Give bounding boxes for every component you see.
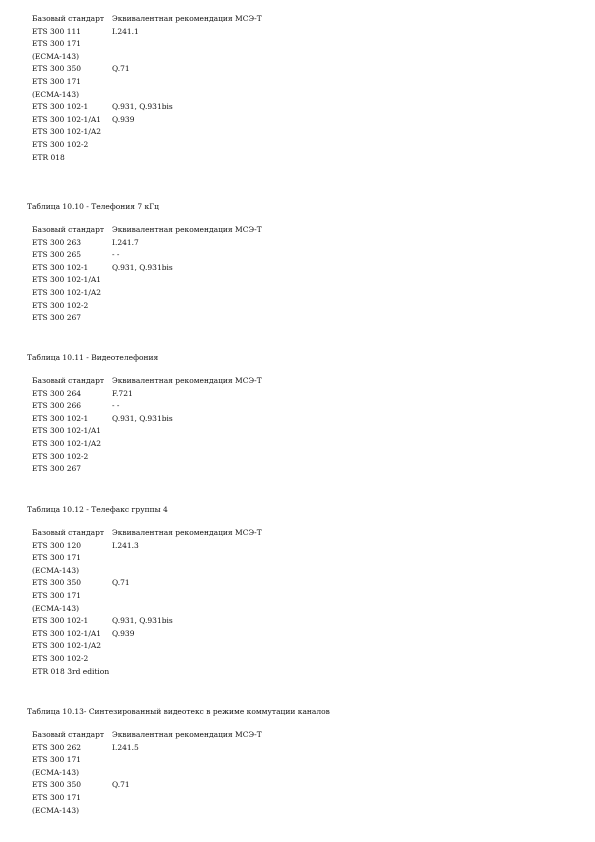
recommendation-cell: I.241.5: [112, 742, 139, 752]
base-standard-cell: ETS 300 102-2: [32, 140, 89, 149]
recommendation-cell: Q.931, Q.931bis: [112, 262, 173, 272]
base-standard-cell: ETS 300 102-1/A2: [32, 288, 102, 297]
base-standard-cell: (ECMA-143): [32, 603, 80, 613]
base-standard-cell: ETS 300 102-2: [32, 451, 89, 461]
base-standard-cell: ETS 300 267: [32, 464, 82, 474]
recommendation-cell: - -: [112, 250, 120, 260]
base-standard-cell: ETS 300 171: [32, 553, 82, 563]
recommendation-cell: Q.939: [112, 628, 135, 638]
recommendation-cell: Q.939: [112, 114, 135, 124]
base-standard-cell: ETR 018 3rd edition: [32, 666, 110, 676]
base-standard-cell: (ECMA-143): [32, 767, 80, 777]
header-equivalent-recommendation: Эквивалентная рекомендация МСЭ-Т: [112, 528, 262, 537]
base-standard-cell: ETS 300 350: [32, 64, 82, 74]
base-standard-cell: (ECMA-143): [32, 89, 80, 99]
base-standard-cell: (ECMA-143): [32, 565, 80, 575]
recommendation-cell: - -: [112, 401, 120, 411]
base-standard-cell: ETS 300 120: [32, 540, 82, 550]
base-standard-cell: ETS 300 265: [32, 250, 82, 260]
header-equivalent-recommendation: Эквивалентная рекомендация МСЭ-Т: [112, 225, 262, 234]
base-standard-cell: ETS 300 171: [32, 39, 82, 49]
header-base-standard: Базовый стандарт: [32, 14, 105, 23]
base-standard-cell: ETS 300 102-2: [32, 300, 89, 310]
header-base-standard: Базовый стандарт: [32, 730, 105, 739]
base-standard-cell: ETS 300 263: [32, 237, 82, 247]
base-standard-cell: ETS 300 111: [32, 26, 82, 36]
base-standard-cell: ETS 300 262: [32, 742, 82, 752]
header-equivalent-recommendation: Эквивалентная рекомендация МСЭ-Т: [112, 376, 262, 385]
table-caption: Таблица 10.12 - Телефакс группы 4: [27, 505, 168, 514]
table-caption: Таблица 10.11 - Видеотелефония: [27, 353, 159, 362]
recommendation-cell: Q.931, Q.931bis: [112, 413, 173, 423]
header-base-standard: Базовый стандарт: [32, 225, 105, 234]
base-standard-cell: ETS 300 102-1/A2: [32, 641, 102, 651]
base-standard-cell: ETS 300 171: [32, 591, 82, 600]
table-caption: Таблица 10.13- Синтезированный видеотекс в режиме коммутации каналов: [27, 707, 330, 716]
header-equivalent-recommendation: Эквивалентная рекомендация МСЭ-Т: [112, 14, 262, 23]
recommendation-cell: Q.71: [112, 578, 130, 588]
base-standard-cell: ETS 300 102-1/A1: [32, 628, 102, 638]
base-standard-cell: (ECMA-143): [32, 805, 80, 815]
recommendation-cell: I.241.1: [112, 26, 139, 36]
base-standard-cell: ETS 300 102-2: [32, 654, 89, 663]
base-standard-cell: ETS 300 102-1/A2: [32, 127, 102, 137]
recommendation-cell: Q.71: [112, 780, 130, 790]
base-standard-cell: ETS 300 102-1/A2: [32, 439, 102, 448]
table-caption: Таблица 10.10 - Телефония 7 кГц: [27, 202, 159, 211]
base-standard-cell: ETS 300 102-1/A1: [32, 114, 102, 124]
header-base-standard: Базовый стандарт: [32, 528, 105, 537]
base-standard-cell: ETS 300 171: [32, 77, 82, 86]
recommendation-cell: I.241.7: [112, 237, 139, 247]
base-standard-cell: ETS 300 102-1: [32, 413, 89, 423]
base-standard-cell: ETS 300 171: [32, 755, 82, 765]
base-standard-cell: (ECMA-143): [32, 51, 80, 61]
base-standard-cell: ETS 300 350: [32, 578, 82, 588]
header-base-standard: Базовый стандарт: [32, 376, 105, 385]
base-standard-cell: ETS 300 264: [32, 388, 82, 398]
header-equivalent-recommendation: Эквивалентная рекомендация МСЭ-Т: [112, 730, 262, 739]
base-standard-cell: ETR 018: [32, 152, 65, 162]
base-standard-cell: ETS 300 102-1: [32, 616, 89, 626]
base-standard-cell: ETS 300 102-1/A1: [32, 275, 102, 285]
recommendation-cell: F.721: [112, 388, 133, 398]
base-standard-cell: ETS 300 350: [32, 780, 82, 790]
recommendation-cell: I.241.3: [112, 540, 139, 550]
base-standard-cell: ETS 300 102-1/A1: [32, 426, 102, 436]
base-standard-cell: ETS 300 267: [32, 313, 82, 323]
base-standard-cell: ETS 300 102-1: [32, 102, 89, 112]
base-standard-cell: ETS 300 266: [32, 401, 82, 411]
recommendation-cell: Q.71: [112, 64, 130, 74]
base-standard-cell: ETS 300 102-1: [32, 262, 89, 272]
base-standard-cell: ETS 300 171: [32, 793, 82, 802]
recommendation-cell: Q.931, Q.931bis: [112, 102, 173, 112]
recommendation-cell: Q.931, Q.931bis: [112, 616, 173, 626]
